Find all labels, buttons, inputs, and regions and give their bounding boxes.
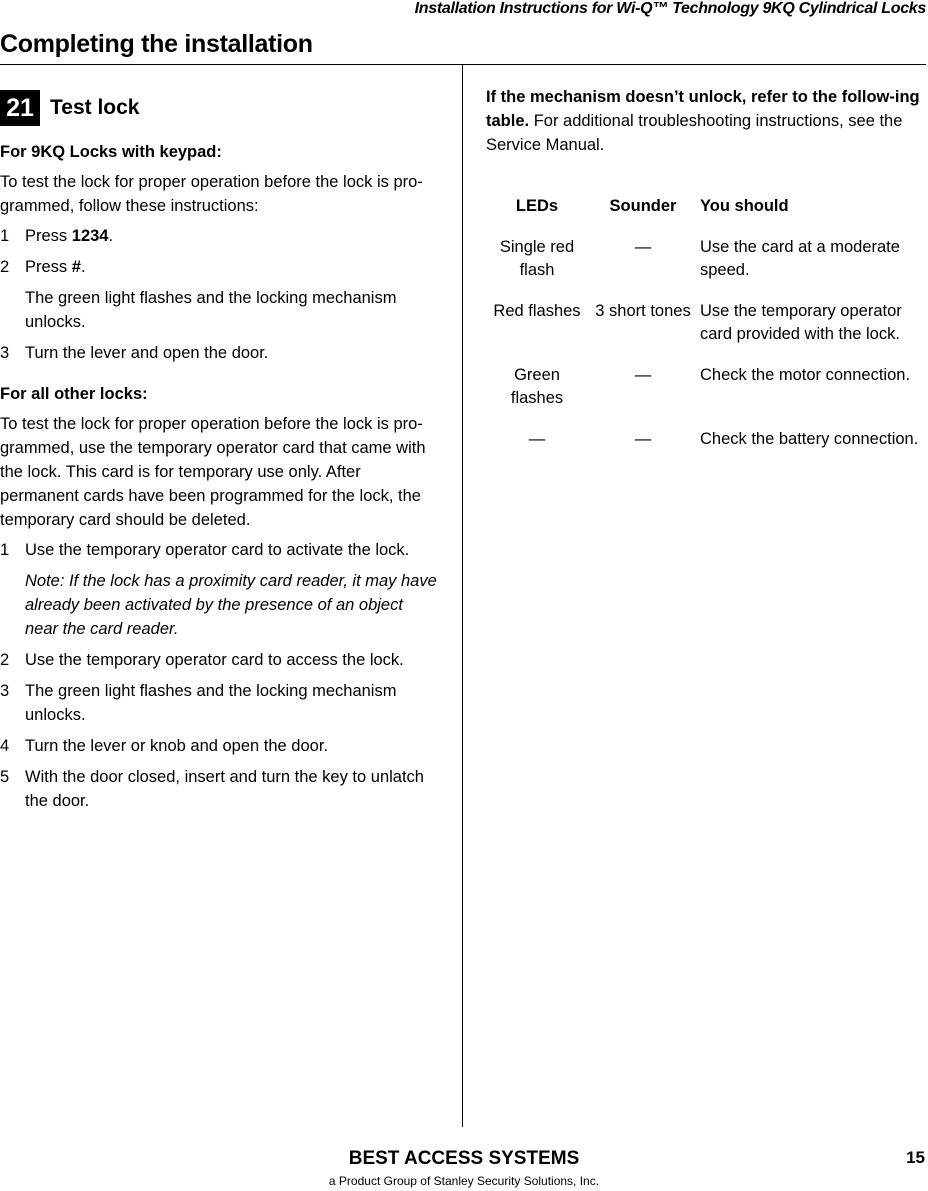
cell-action: Use the card at a moderate speed. bbox=[700, 238, 900, 279]
cell-leds: Single red flash bbox=[499, 238, 575, 279]
step-num: 4 bbox=[0, 737, 10, 755]
cell-leds: — bbox=[528, 430, 546, 448]
other-locks-intro: To test the lock for proper operation before the lock is pro-grammed, use the temporary operator card that came with the lock. This card is for temporary use only. After permanent cards have been programmed for the lock, the temporary card should be deleted. bbox=[0, 415, 426, 529]
list-item bbox=[0, 648, 440, 672]
cell-sounder: 3 short tones bbox=[595, 302, 691, 320]
cell-sounder: — bbox=[634, 430, 652, 448]
list-item bbox=[0, 734, 440, 758]
proximity-note: Note: If the lock has a proximity card reader, it may have already been activated by the presence of an object near the card reader. bbox=[25, 572, 437, 638]
page-title: Completing the installation bbox=[0, 30, 313, 58]
list-item bbox=[0, 765, 440, 813]
left-column bbox=[0, 90, 440, 820]
cell-sounder: — bbox=[634, 238, 652, 256]
step-num: 2 bbox=[0, 651, 10, 669]
running-header: Installation Instructions for Wi-Q™ Technology 9KQ Cylindrical Locks bbox=[414, 0, 926, 17]
step-num: 1 bbox=[0, 227, 10, 245]
list-item: 2 Press #. bbox=[0, 255, 440, 279]
cell-action: Check the motor connection. bbox=[700, 366, 911, 384]
table-row bbox=[486, 300, 928, 364]
table-header-row bbox=[486, 195, 928, 236]
col-header-leds: LEDs bbox=[515, 197, 559, 215]
table-row bbox=[486, 236, 928, 300]
keypad-heading: For 9KQ Locks with keypad: bbox=[0, 143, 222, 161]
step-text: Turn the lever and open the door. bbox=[25, 344, 269, 362]
step-text: With the door closed, insert and turn the key to unlatch the door. bbox=[25, 768, 424, 810]
col-header-sounder: Sounder bbox=[609, 197, 677, 215]
step-number-badge: 21 bbox=[0, 90, 40, 126]
footer-brand: BEST ACCESS SYSTEMS bbox=[348, 1148, 580, 1169]
step-text: Use the temporary operator card to access the lock. bbox=[25, 651, 404, 669]
title-rule bbox=[0, 64, 926, 65]
step-result: The green light flashes and the locking mechanism unlocks. bbox=[25, 289, 397, 331]
list-item bbox=[0, 679, 440, 727]
cell-leds: Red flashes bbox=[493, 302, 581, 320]
footer-subtitle: a Product Group of Stanley Security Solutions, Inc. bbox=[328, 1174, 600, 1188]
cell-leds: Green flashes bbox=[510, 366, 564, 407]
cell-action: Check the battery connection. bbox=[700, 430, 919, 448]
step-num: 1 bbox=[0, 541, 10, 559]
cell-sounder: — bbox=[634, 366, 652, 384]
keypad-intro: To test the lock for proper operation before the lock is pro-grammed, follow these instructions: bbox=[0, 173, 423, 215]
step-num: 2 bbox=[0, 258, 10, 276]
keypad-code: # bbox=[71, 258, 81, 276]
cell-action: Use the temporary operator card provided with the lock. bbox=[700, 302, 902, 343]
troubleshooting-table bbox=[486, 195, 928, 469]
step-text: Press bbox=[25, 227, 72, 245]
col-header-action: You should bbox=[700, 197, 789, 215]
step-text: The green light flashes and the locking mechanism unlocks. bbox=[25, 682, 397, 724]
table-row bbox=[486, 364, 928, 428]
step-text: Press bbox=[25, 258, 72, 276]
right-column bbox=[486, 85, 926, 469]
step-text: Turn the lever or knob and open the door. bbox=[25, 737, 329, 755]
page-number: 15 bbox=[906, 1148, 925, 1167]
step-title: Test lock bbox=[50, 96, 140, 119]
other-locks-heading: For all other locks: bbox=[0, 385, 148, 403]
step-header bbox=[0, 90, 440, 126]
troubleshooting-intro: If the mechanism doesn’t unlock, refer to the follow-ing table. For additional troubleshooting instructions, see the Service Manual. bbox=[486, 88, 920, 154]
step-text: Use the temporary operator card to activate the lock. bbox=[25, 541, 410, 559]
step-num: 5 bbox=[0, 768, 10, 786]
list-item bbox=[0, 538, 440, 562]
step-num: 3 bbox=[0, 682, 10, 700]
keypad-steps bbox=[0, 224, 440, 279]
step-num: 3 bbox=[0, 344, 10, 362]
other-steps bbox=[0, 538, 440, 562]
table-row bbox=[486, 428, 928, 469]
keypad-code: 1234 bbox=[71, 227, 109, 245]
column-divider bbox=[462, 65, 463, 1127]
list-item bbox=[0, 341, 440, 365]
list-item: 1 Press 1234. bbox=[0, 224, 440, 248]
